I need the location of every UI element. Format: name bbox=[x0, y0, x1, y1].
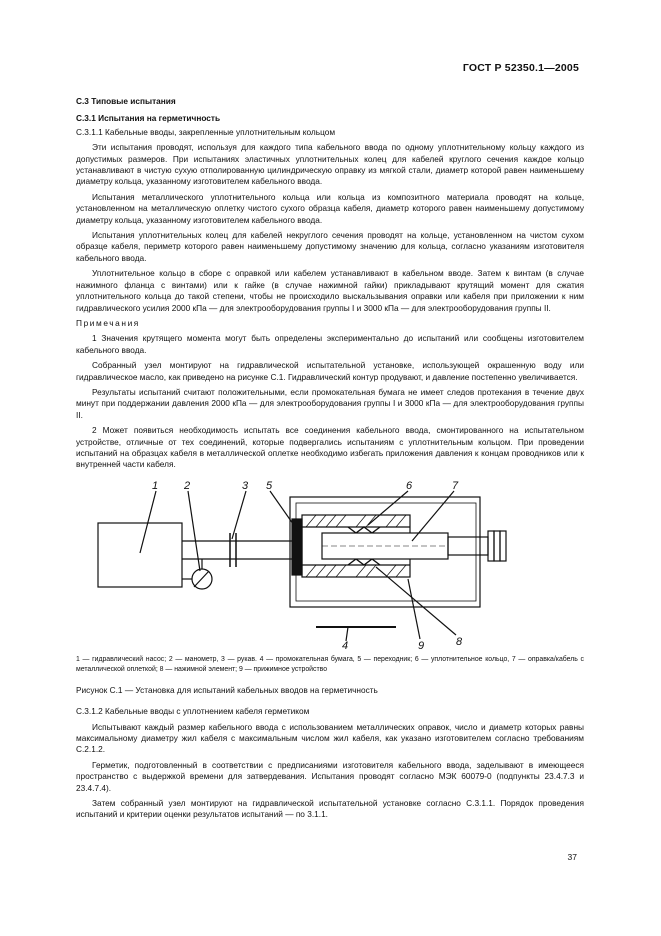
label-2: 2 bbox=[184, 479, 191, 492]
label-6: 6 bbox=[406, 479, 413, 492]
note: Собранный узел монтируют на гидравлической испытательной установке, использующей окрашенную воду или гидравлическое масло, как приведено на рисунке С.1. Гидравлический контур продувают, и давление постепенно увеличивается. bbox=[76, 360, 584, 382]
note: Результаты испытаний считают положительными, если промокательная бумага не имеет следов протекания в течение двух минут при поддержании давления 2000 кПа — для электрооборудования группы I и 3000 кПа — для электрооборудования группы II. bbox=[76, 386, 584, 420]
label-3: 3 bbox=[242, 479, 249, 492]
subsubsection-title: С.3.1.1 Кабельные вводы, закрепленные уплотнительным кольцом bbox=[76, 126, 336, 137]
label-4: 4 bbox=[342, 639, 349, 651]
subsection-title: С.3.1 Испытания на герметичность bbox=[76, 113, 221, 124]
section-title: С.3 Типовые испытания bbox=[76, 96, 176, 106]
notes-title: Примечания bbox=[76, 317, 140, 328]
paragraph: Эти испытания проводят, используя для каждого типа кабельного ввода по одному уплотнительному кольцу каждого из допустимых размеров. При испытаниях эластичных уплотнительных колец для кабелей круглого сечения каждое кольцо устанавливают в чистую сухую отполированную цилиндрическую оправку из мягкой стали, диаметр которой равен наименьшему диаметру кольца, указанному изготовителем кабельного ввода. bbox=[76, 142, 584, 187]
paragraph: Уплотнительное кольцо в сборе с оправкой или кабелем устанавливают в кабельном вводе. Затем к винтам (в случае нажимного фланца с винтами) или к гайке (в случае нажимной гайки) прикладывают крутящий момент для сжатия уплотнительного кольца до такой степени, чтобы не происходило выскальзывания оправки или кабеля при приложении к ним гидравлического усилия 2000 кПа — для электрооборудования группы I и 3000 кПа — для электрооборудования группы II. bbox=[76, 268, 584, 313]
figure-legend: 1 — гидравлический насос; 2 — манометр, 3 — рукав. 4 — промокательная бумага, 5 — переходник; 6 — уплотнительное кольцо, 7 — оправка/кабель с металлической оплеткой; 8 — нажимной элемент; 9 — прижимное устройство bbox=[76, 655, 584, 673]
label-7: 7 bbox=[452, 479, 459, 492]
note: 1 Значения крутящего момента могут быть определены экспериментально до испытаний или сообщены изготовителем кабельного ввода. bbox=[76, 333, 584, 355]
page-number: 37 bbox=[567, 852, 577, 862]
standard-header: ГОСТ Р 52350.1—2005 bbox=[462, 62, 579, 74]
subsection2-title: С.3.1.2 Кабельные вводы с уплотнением кабеля герметиком bbox=[76, 706, 310, 717]
paragraph: Испытывают каждый размер кабельного ввода с использованием металлических оправок, число и диаметр которых равны максимальному диаметру жил кабеля с максимальным числом жил кабеля, как указано изготовителем согласно требованиям С.2.1.2. bbox=[76, 721, 584, 755]
label-8: 8 bbox=[456, 635, 463, 648]
note: 2 Может появиться необходимость испытать все соединения кабельного ввода, смонтированного на испытательном устройстве, отличные от тех соединений, которые подвергались испытаниям с уплотнительным кольцом. При проведении испытаний на образцах кабеля в металлической оплетке необходимо избегать приложения давления к концам проводников или к внутренней части кабеля. bbox=[76, 425, 584, 470]
figure-caption: Рисунок С.1 — Установка для испытаний кабельных вводов на герметичность bbox=[76, 684, 378, 695]
label-5: 5 bbox=[266, 479, 273, 492]
label-1: 1 bbox=[152, 479, 159, 492]
paragraph: Затем собранный узел монтируют на гидравлической испытательной установке согласно С.3.1.1. Порядок проведения испытаний и критерии оценки результатов испытаний — по 3.1.1. bbox=[76, 798, 584, 820]
paragraph: Испытания уплотнительных колец для кабелей некруглого сечения проводят на кольце, установленном на чистом сухом образце кабеля, периметр которого равен наименьшему допустимому значению для кольца, согласно указаниям изготовителя кабельного ввода. bbox=[76, 230, 584, 263]
pump-box bbox=[98, 523, 182, 587]
figure-c1 bbox=[76, 479, 584, 651]
page-content bbox=[76, 96, 584, 825]
test-setup-diagram bbox=[76, 479, 584, 651]
label-9: 9 bbox=[418, 639, 425, 651]
paragraph: Испытания металлического уплотнительного кольца или кольца из композитного материала проводят на кольце, установленном на металлическую оплетку чистого сухого образца кабеля, диаметр которого равен наименьшему допустимому диаметру кольца, указанному изготовителем кабельного ввода. bbox=[76, 191, 584, 225]
paragraph: Герметик, подготовленный в соответствии с предписаниями изготовителя кабельного ввода, заделывают в имеющееся пространство с выдержкой времени для затвердевания. Испытания проводят согласно МЭК 60079-0 (подпункты 23.4.7.3 и 23.4.7.4). bbox=[76, 759, 584, 793]
